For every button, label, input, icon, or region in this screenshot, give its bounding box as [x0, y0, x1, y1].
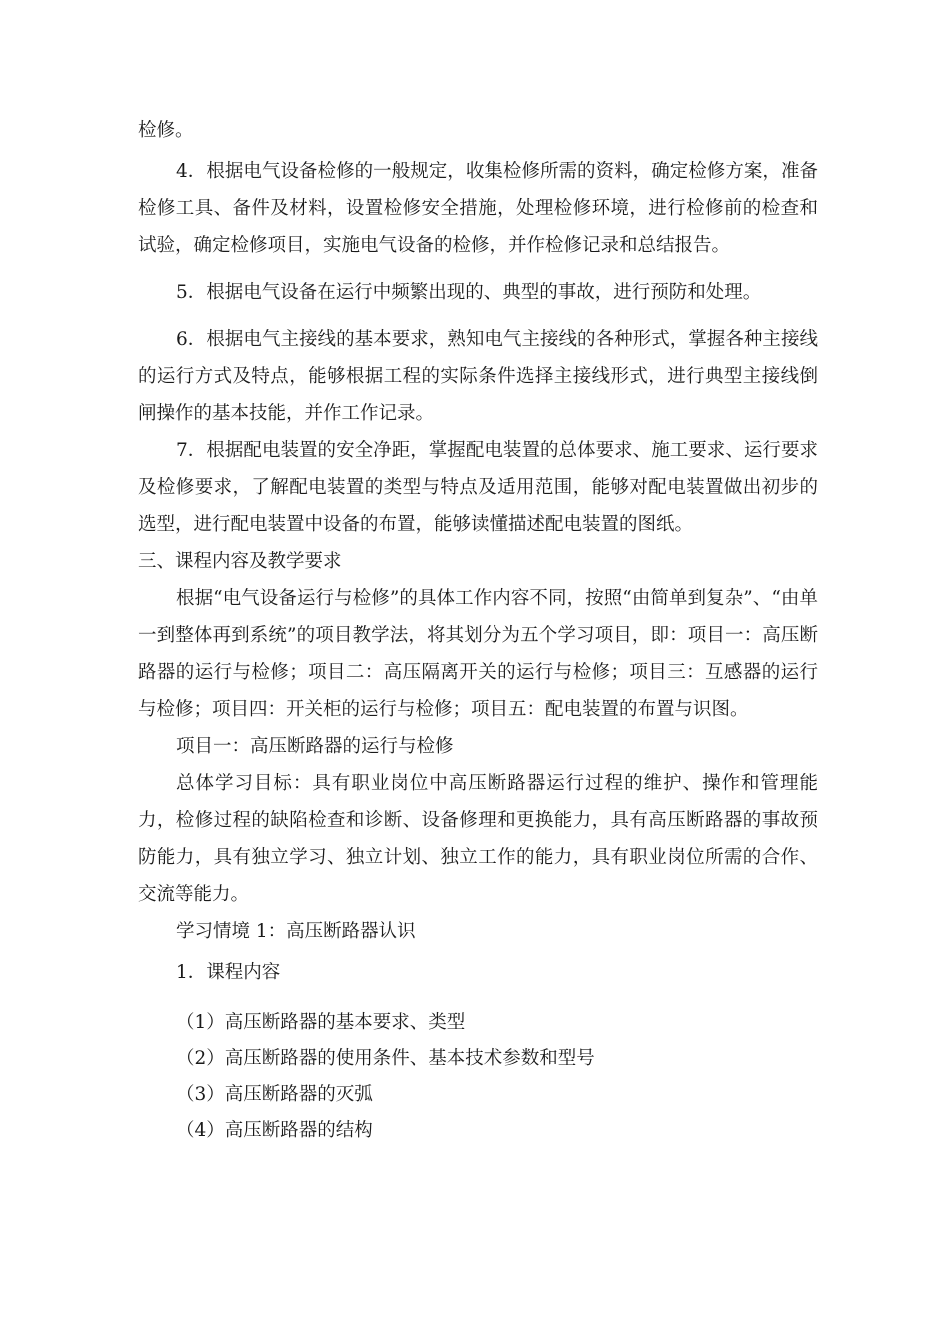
project-1-title: 项目一：高压断路器的运行与检修 — [176, 736, 454, 757]
list-item: （2）高压断路器的使用条件、基本技术参数和型号 — [176, 1048, 595, 1069]
paragraph-item-7: 7．根据配电装置的安全净距，掌握配电装置的总体要求、施工要求、运行要求及检修要求，了解配电装置的类型与特点及适用范围，能够对配电装置做出初步的选型，进行配电装置中设备的布置，能够读懂描述配电装置的图纸。 — [138, 440, 818, 535]
document-body — [138, 112, 818, 1149]
paragraph-goal: 总体学习目标：具有职业岗位中高压断路器运行过程的维护、操作和管理能力，检修过程的缺陷检查和诊断、设备修理和更换能力，具有高压断路器的事故预防能力，具有独立学习、独立计划、独立工作的能力，具有职业岗位所需的合作、交流等能力。 — [138, 773, 818, 905]
list-item: （3）高压断路器的灭弧 — [176, 1084, 373, 1105]
paragraph-item-4: 4．根据电气设备检修的一般规定，收集检修所需的资料，确定检修方案，准备检修工具、备件及材料，设置检修安全措施，处理检修环境，进行检修前的检查和试验，确定检修项目，实施电气设备的检修，并作检修记录和总结报告。 — [138, 161, 818, 256]
course-content-list — [138, 1005, 818, 1149]
paragraph-intro: 根据“电气设备运行与检修”的具体工作内容不同，按照“由简单到复杂”、“由单一到整体再到系统”的项目教学法，将其划分为五个学习项目，即：项目一：高压断路器的运行与检修；项目二：高压隔离开关的运行与检修；项目三：互感器的运行与检修；项目四：开关柜的运行与检修；项目五：配电装置的布置与识图。 — [138, 588, 818, 720]
paragraph-item-5: 5．根据电气设备在运行中频繁出现的、典型的事故，进行预防和处理。 — [176, 282, 762, 303]
paragraph-continuation: 检修。 — [138, 120, 194, 141]
situation-1-title: 学习情境 1：高压断路器认识 — [176, 921, 416, 942]
paragraph-item-6: 6．根据电气主接线的基本要求，熟知电气主接线的各种形式，掌握各种主接线的运行方式及特点，能够根据工程的实际条件选择主接线形式，进行典型主接线倒闸操作的基本技能，并作工作记录。 — [138, 329, 818, 424]
list-item: （4）高压断路器的结构 — [176, 1120, 373, 1141]
section-heading-3: 三、课程内容及教学要求 — [138, 551, 342, 572]
course-content-heading: 1．课程内容 — [176, 962, 281, 983]
list-item: （1）高压断路器的基本要求、类型 — [176, 1012, 466, 1033]
